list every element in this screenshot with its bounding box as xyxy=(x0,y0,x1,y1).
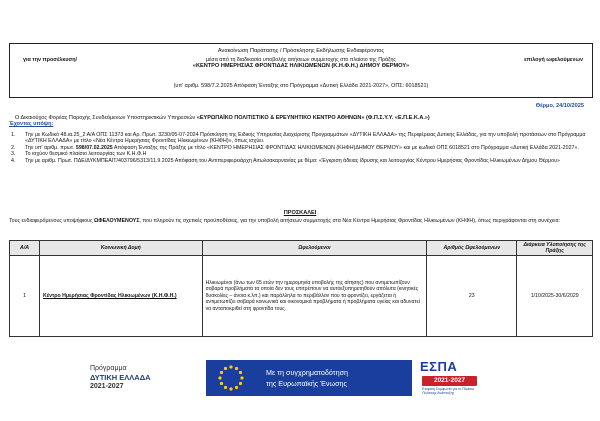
header-left-label: για την προσέλκυση/ xyxy=(23,57,77,63)
list-item-bold: 598/07.02.2025 xyxy=(75,144,113,151)
eu-line-2: της Ευρωπαϊκής Ένωσης xyxy=(266,379,348,388)
col-header-beneficiaries: Ωφελούμενοι xyxy=(202,241,427,256)
list-item-text: Την με Κωδικό 48.ια.25_2 Α/Α ΟΠΣ 11373 και Αρ. Πρωτ. 3230/05-07-2024 Πρόσκληση της Ειδικής Υπηρεσίας Διαχείρισης Προγραμμάτων «ΔΥΤΙΚΗ ΕΛΛΑΔΑ» της Περιφέρειας Δυτικής Ελλάδας, για την υποβολή προτάσεων στο Πρόγραμμα «ΔΥΤΙΚΗ ΕΛΛΑΔΑ» με τίτλο «Νέα Κέντρα Ημερήσιας Φροντίδας Ηλικιωμένων (ΚΗΦΗ)», όπως ισχύει. xyxy=(25,132,586,145)
programme-line-2: ΔΥΤΙΚΗ ΕΛΛΑΔΑ xyxy=(90,373,151,382)
espa-years: 2021-2027 xyxy=(422,376,477,386)
col-header-count: Αριθμός Ωφελούμενων xyxy=(427,241,517,256)
list-item-number: 3. xyxy=(11,151,16,158)
list-item-number: 4. xyxy=(11,157,16,164)
programme-logo xyxy=(90,364,180,391)
invite-text-bold: ΩΦΕΛΟΥΜΕΝΟΥΣ xyxy=(94,218,140,224)
invite-text-pre: Τους ενδιαφερόμενους υποψήφιους xyxy=(9,218,95,224)
invite-heading: ΠΡΟΣΚΑΛΕΙ xyxy=(283,210,317,216)
table-row xyxy=(10,256,593,337)
eu-flag-icon xyxy=(206,360,256,396)
intro-block xyxy=(9,115,593,127)
document-date: Θέρμο, 24/10/2025 xyxy=(535,103,584,109)
cell-count: 23 xyxy=(427,256,517,337)
header-reference: (υπ' αριθμ. 598/7.2.2025 Απόφαση Ένταξης στο Πρόγραμμα «Δυτική Ελλάδα 2021-2027», ΟΠΣ: 6018521) xyxy=(173,83,429,89)
header-subtitle: μέσα από τη διαδικασία υποβολής αιτήσεων συμμετοχής στο πλαίσιο της Πράξης xyxy=(206,57,396,63)
list-item-text: Το ισχύον θεσμικό πλαίσιο λειτουργίας των Κ.Η.Φ.Η xyxy=(25,151,147,158)
intro-lead-org: «ΕΥΡΩΠΑΪΚΟ ΠΟΛΙΤΙΣΤΙΚΟ & ΕΡΕΥΝΗΤΙΚΟ ΚΕΝΤΡΟ ΑΘΗΝΩΝ» (Φ.Π.Σ.Υ.Υ. «Ε.Π.Ε.Κ.Α.») xyxy=(196,115,430,121)
intro-lead-pre: Ο Δικαιούχος Φορέας Παροχής Συνδεόμενων Υποστηρικτικών Υπηρεσιών xyxy=(15,115,197,121)
eu-cofunding-banner xyxy=(256,360,412,396)
list-item xyxy=(9,158,593,164)
cell-aa: 1 xyxy=(10,256,40,337)
list-item-text: Απόφαση Ένταξης της Πράξης με τίτλο «ΚΕΝΤΡΟ ΗΜΕΡΗΣΙΑΣ ΦΡΟΝΤΙΔΑΣ ΗΛΙΚΙΩΜΕΝΩΝ (ΚΗΦΗ)ΔΗΜΟΥ ΘΕΡΜΟΥ» και με κωδικό ΟΠΣ 6018521 στο Πρόγραμμα «Δυτική Ελλάδα 2021-2027». xyxy=(112,144,579,151)
invite-text xyxy=(9,218,593,224)
col-header-duration: Διάρκεια Υλοποίησης της Πράξης xyxy=(517,241,593,256)
list-item-number: 1. xyxy=(11,132,16,138)
list-item-number: 2. xyxy=(11,144,16,151)
eu-stars-icon xyxy=(206,360,256,396)
list-item-text: Την με αριθμ. Πρωτ. ΠΔΕ/ΔΥΚΜΠΕΑΙΤ/403796/5313/11.9.2025 Απόφαση του Αντιπεριφερειάρχη Αιτωλοακαρνανίας με θέμα: «Έγκριση άδειας ίδρυσης και λειτουργίας Κέντρου Ημερήσιας Φροντίδας Ηλικιωμένων Δήμου Θέρμου» xyxy=(25,157,560,164)
header-right-label: επιλογή ωφελούμενων xyxy=(524,57,583,63)
beneficiaries-table xyxy=(9,240,593,337)
beneficiaries-text: Ηλικιωμένοι (άνω των 65 ετών την ημερομηνία υποβολής της αίτησης) που αντιμετωπίζουν σοβαρά προβλήματα τα οποία δεν τους επιτρέπουν να αυτοεξυπηρετηθούν απόλυτα (κινητικές δυσκολίες – άνοια κ.λπ.) και παράλληλα το περιβάλλον που τα φροντίζει, εργάζεται ή αντιμετωπίζει σοβαρά κοινωνικά και οικονομικά προβλήματα ή προβλήματα υγείας και αδυνατεί να ανταποκριθεί στη φροντίδα τους. xyxy=(205,279,420,312)
programme-line-1: Πρόγραμμα xyxy=(90,365,127,372)
cell-beneficiaries xyxy=(202,256,427,337)
header-project: «ΚΕΝΤΡΟ ΗΜΕΡΗΣΙΑΣ ΦΡΟΝΤΙΔΑΣ ΗΛΙΚΙΩΜΕΝΩΝ (Κ.Η.Φ.Η.) ΔΗΜΟΥ ΘΕΡΜΟΥ» xyxy=(192,63,410,69)
header-box xyxy=(9,43,593,98)
col-header-structure: Κοινωνική Δομή xyxy=(40,241,203,256)
col-header-aa: Α/Α xyxy=(10,241,40,256)
given-heading: Έχοντας υπόψη: xyxy=(9,121,54,128)
header-title: Ανακοίνωση Παράτασης / Πρόσκλησης Εκδήλωσης Ενδιαφέροντος xyxy=(217,48,385,54)
table-header-row xyxy=(10,241,593,256)
invite-text-post: , που πληρούν τις σχετικές προϋποθέσεις, για την υποβολή αιτήσεων συμμετοχής στα Νέα Κέντρα Ημερήσιας Φροντίδας Ηλικιωμένων (ΚΗΦΗ), όπως περιγράφονται στη συνέχεια: xyxy=(139,218,560,224)
list-item xyxy=(9,132,593,145)
programme-line-3: 2021-2027 xyxy=(90,383,124,390)
espa-subtitle: Εταιρική Συμφωνία για το Πλαίσιο Πολιτικής Ανάπτυξης xyxy=(422,387,475,395)
cell-duration: 1/10/2025-30/6/2029 xyxy=(517,256,593,337)
structure-text: Κέντρο Ημερήσιας Φροντίδας Ηλικιωμένων (Κ.Η.Φ.Η.) xyxy=(43,293,177,299)
list-item-text-pre: Την υπ' αριθμ. πρωτ. xyxy=(25,144,76,151)
eu-line-1: Με τη συγχρηματοδότηση xyxy=(266,368,349,377)
espa-wordmark: ΕΣΠΑ xyxy=(420,359,458,374)
cell-structure xyxy=(40,256,203,337)
considerations-list xyxy=(9,132,593,164)
espa-logo xyxy=(420,359,480,399)
